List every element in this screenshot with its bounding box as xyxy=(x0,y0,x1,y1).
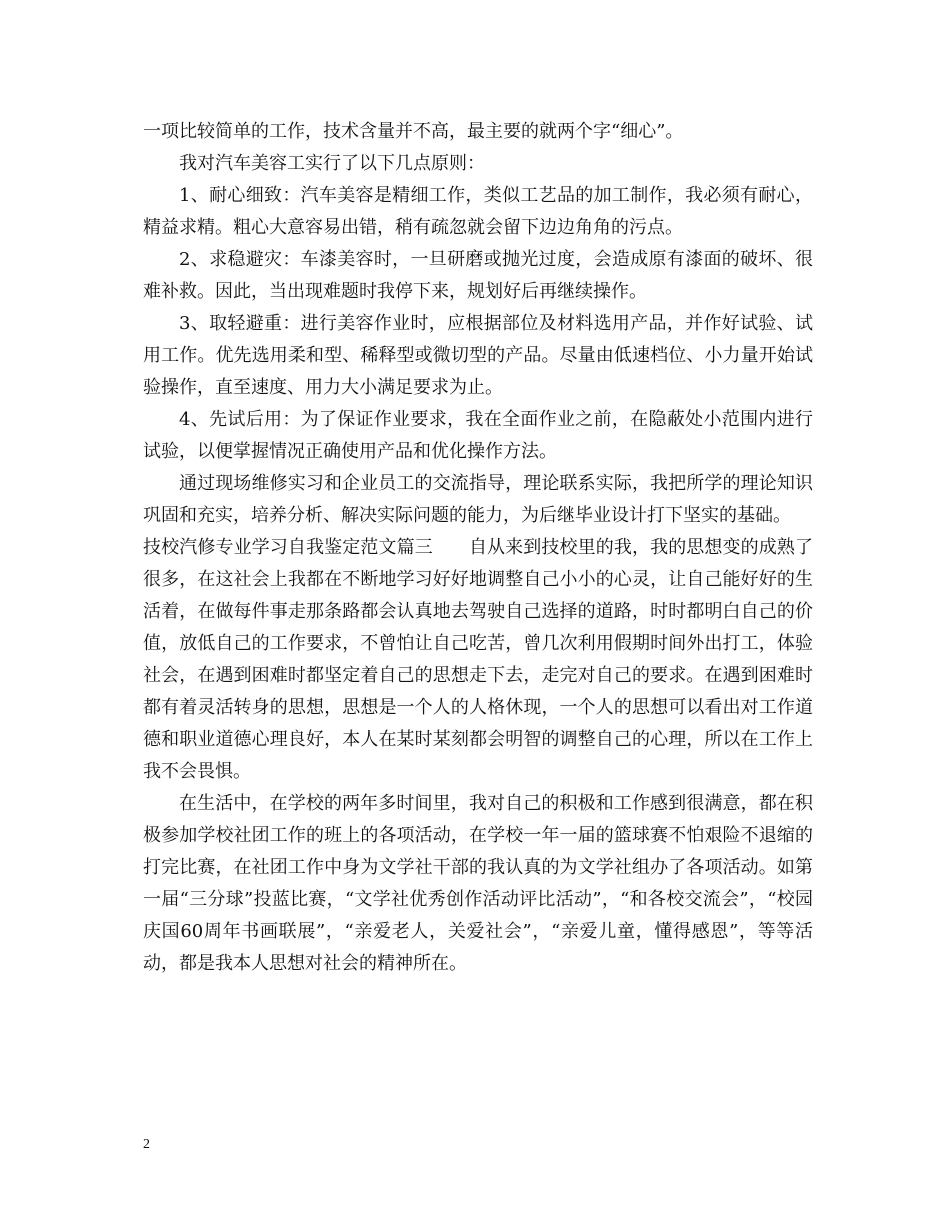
paragraph: 通过现场维修实习和企业员工的交流指导，理论联系实际，我把所学的理论知识巩固和充实，培养分析、解决实际问题的能力，为后继毕业设计打下坚实的基础。 xyxy=(143,473,813,526)
paragraph: 我对汽车美容工实行了以下几点原则： xyxy=(179,153,485,174)
section-paragraph xyxy=(143,532,813,788)
section-body: 自从来到技校里的我，我的思想变的成熟了很多，在这社会上我都在不断地学习好好地调整自己小小的心灵，让自己能好好的生活着，在做每件事走那条路都会认真地去驾驶自己选择的道路，时时都明白自己的价值，放低自己的工作要求，不曾怕让自己吃苦，曾几次利用假期时间外出打工，体验社会，在遇到困难时都坚定着自己的思想走下去，走完对自己的要求。在遇到困难时都有着灵活转身的思想，思想是一个人的人格休现，一个人的思想可以看出对工作道德和职业道德心理良好，本人在某时某刻都会明智的调整自己的心理，所以在工作上我不会畏惧。 xyxy=(143,537,813,782)
section-heading: 技校汽修专业学习自我鉴定范文篇三 xyxy=(143,537,433,558)
paragraph: 一项比较简单的工作，技术含量并不高，最主要的就两个字“细心”。 xyxy=(143,121,684,142)
paragraph: 4、先试后用：为了保证作业要求，我在全面作业之前，在隐蔽处小范围内进行试验，以便掌握情况正确使用产品和优化操作方法。 xyxy=(143,409,813,462)
paragraph: 3、取轻避重：进行美容作业时，应根据部位及材料选用产品，并作好试验、试用工作。优先选用柔和型、稀释型或微切型的产品。尽量由低速档位、小力量开始试验操作，直至速度、用力大小满足要求为止。 xyxy=(143,313,813,398)
paragraph: 1、耐心细致：汽车美容是精细工作，类似工艺品的加工制作，我必须有耐心，精益求精。粗心大意容易出错，稍有疏忽就会留下边边角角的污点。 xyxy=(143,185,813,238)
paragraph: 在生活中，在学校的两年多时间里，我对自己的积极和工作感到很满意，都在积极参加学校社团工作的班上的各项活动，在学校一年一届的篮球赛不怕艰险不退缩的打完比赛，在社团工作中身为文学社干部的我认真的为文学社组办了各项活动。如第一届“三分球”投蓝比赛，“文学社优秀创作活动评比活动”，“和各校交流会”，“校园庆国60周年书画联展”，“亲爱老人，关爱社会”，“亲爱儿童，懂得感恩”，等等活动，都是我本人思想对社会的精神所在。 xyxy=(143,793,813,974)
document-body xyxy=(143,116,813,980)
paragraph: 2、求稳避灾：车漆美容时，一旦研磨或抛光过度，会造成原有漆面的破坏、很难补救。因此，当出现难题时我停下来，规划好后再继续操作。 xyxy=(143,249,813,302)
page-number: 2 xyxy=(143,1137,150,1152)
